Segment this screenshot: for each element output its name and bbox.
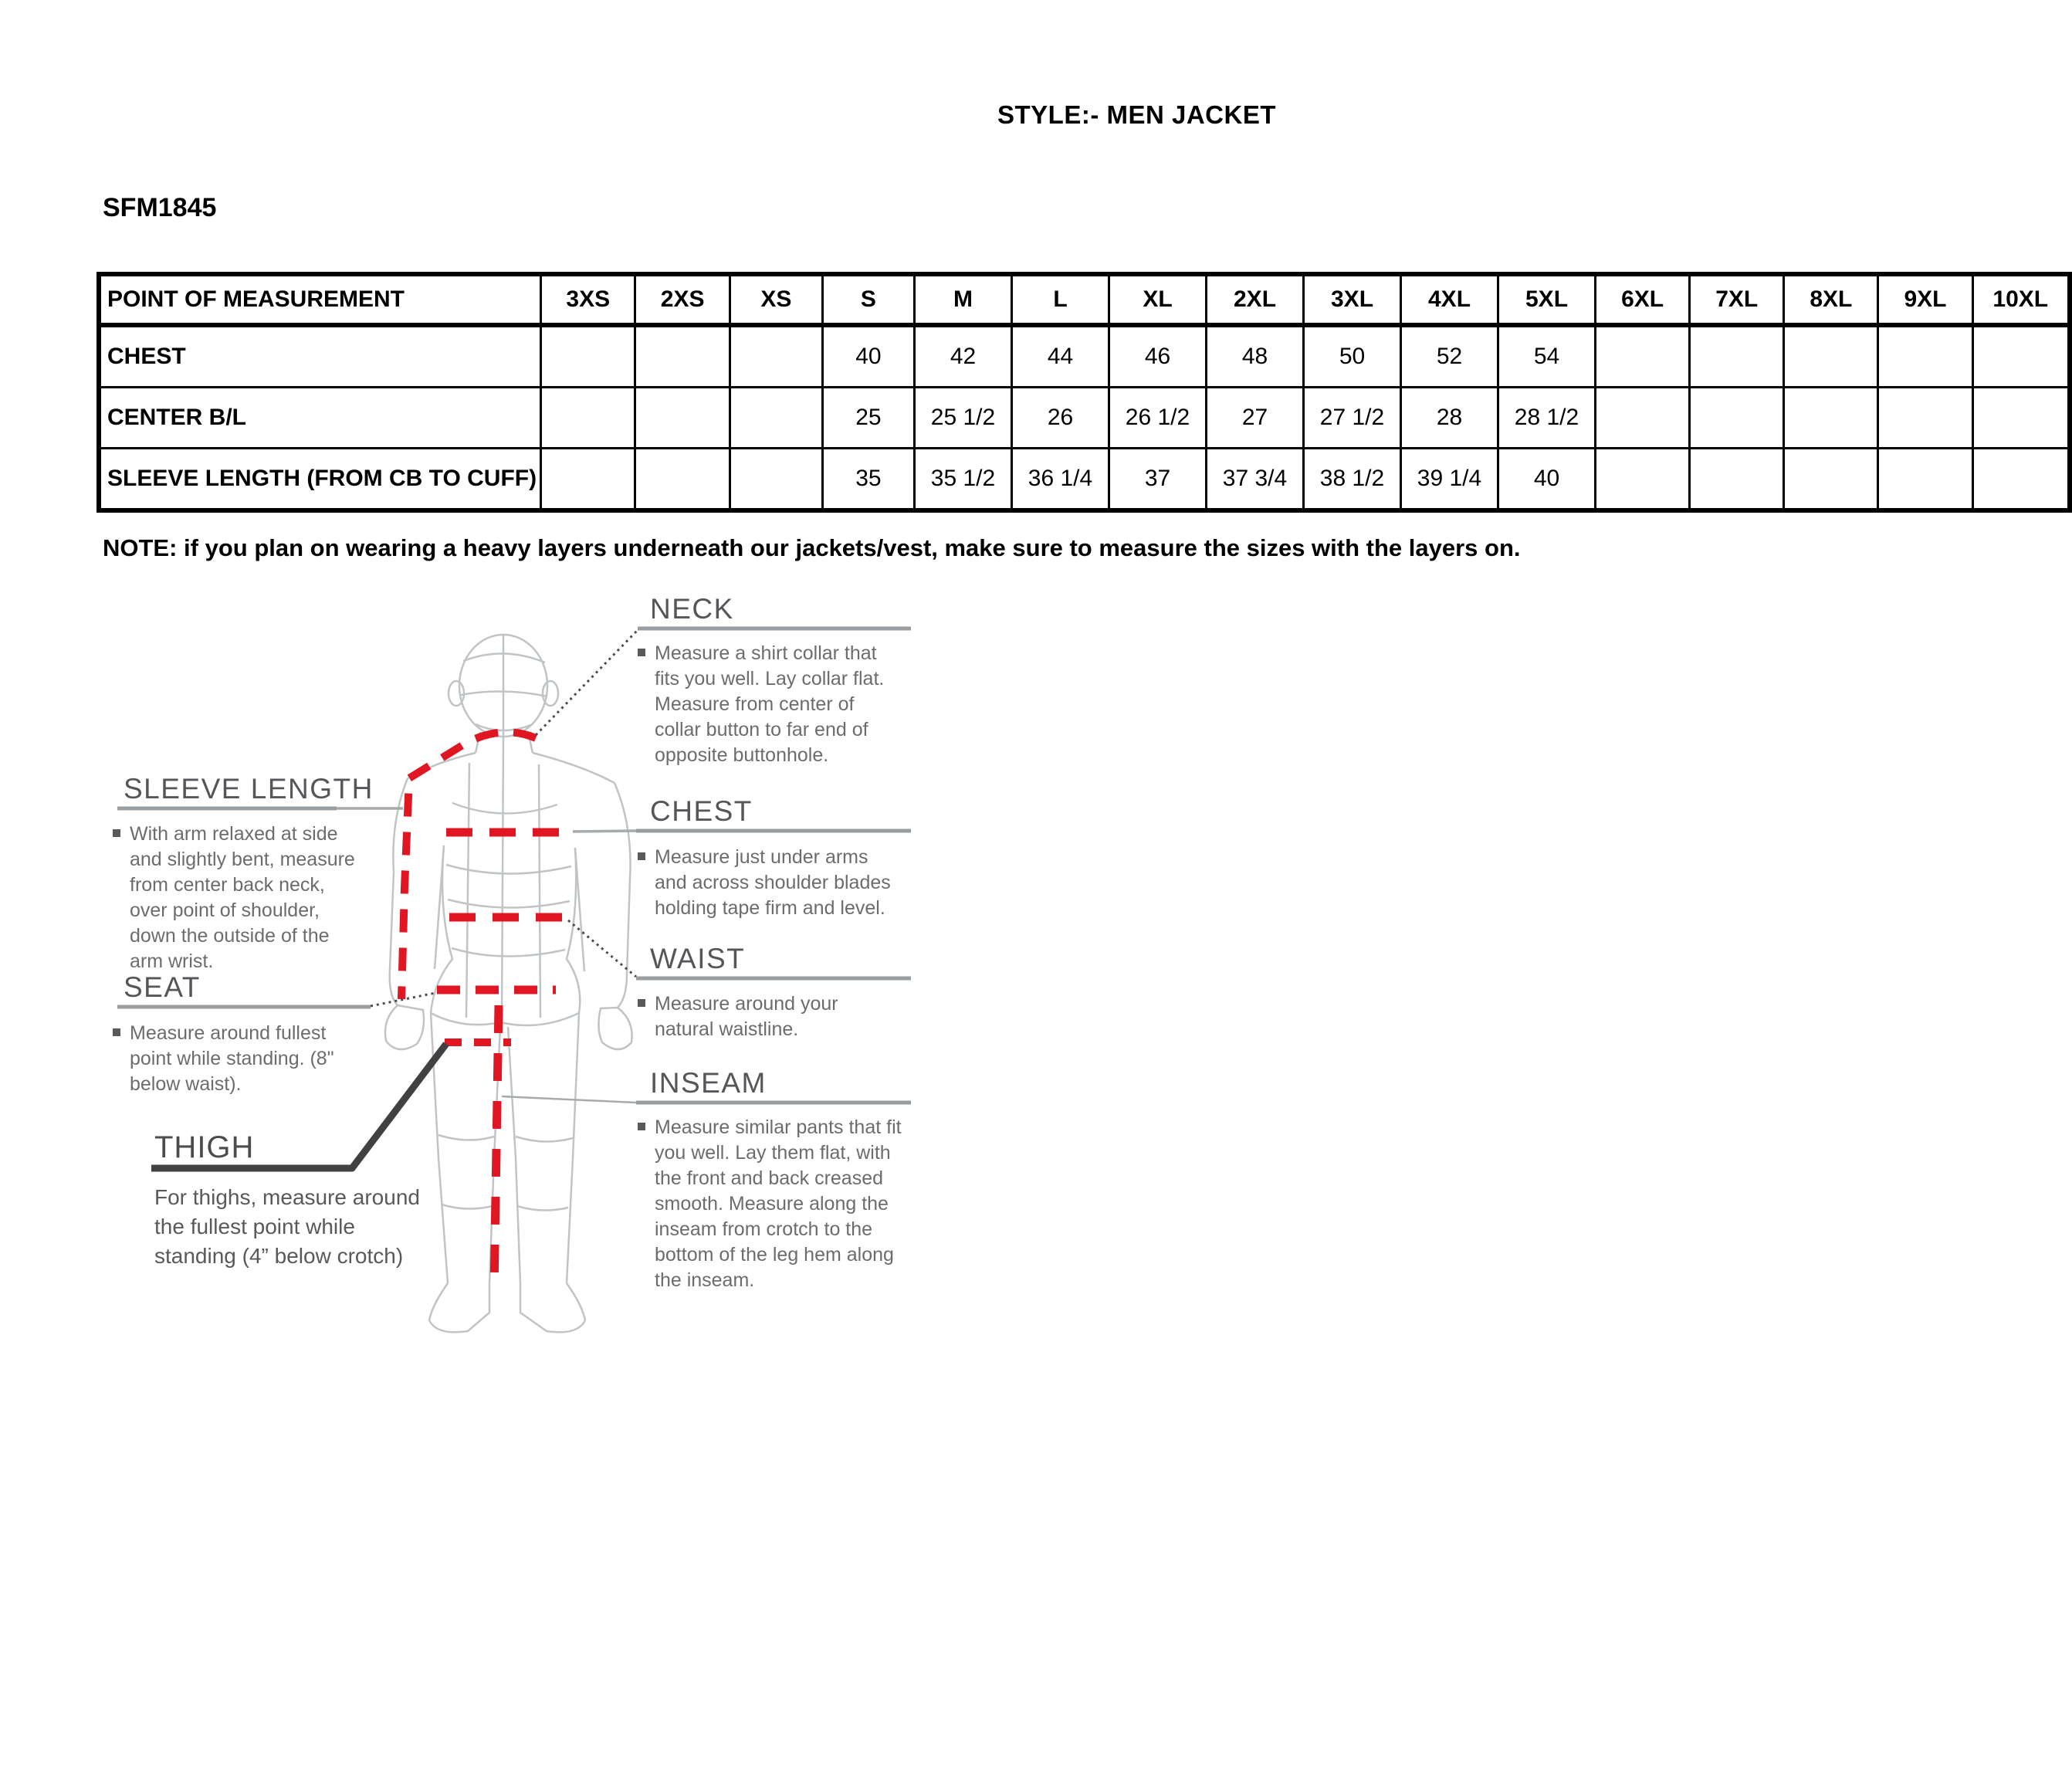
note-text: NOTE: if you plan on wearing a heavy layers underneath our jackets/vest, make sure to measure the sizes with the layers on. [103, 534, 1521, 561]
size-column-header: 4XL [1401, 274, 1498, 325]
measurement-row-label: SLEEVE LENGTH (FROM CB TO CUFF) [99, 449, 541, 511]
size-value-cell: 36 1/4 [1012, 449, 1109, 511]
size-column-header: XL [1109, 274, 1207, 325]
size-value-cell: 28 1/2 [1498, 388, 1596, 449]
measurement-row-label: CENTER B/L [99, 388, 541, 449]
size-value-cell: 38 1/2 [1304, 449, 1401, 511]
chest-section-text: Measure just under arms and across shoulder blades holding tape firm and level. [638, 845, 905, 921]
size-value-cell: 39 1/4 [1401, 449, 1498, 511]
chest-section-heading: CHEST [650, 795, 753, 827]
size-value-cell: 25 [822, 388, 914, 449]
seat-section-heading: SEAT [124, 971, 201, 1003]
size-value-cell: 27 [1207, 388, 1304, 449]
page-title: STYLE:- MEN JACKET [997, 100, 1277, 129]
size-column-header: 3XS [541, 274, 635, 325]
size-column-header: 2XL [1207, 274, 1304, 325]
neck-section-text: Measure a shirt collar that fits you well. Lay collar flat. Measure from center of collar button to far end of opposite buttonhole. [638, 641, 905, 768]
neck-pointer-line [536, 630, 638, 735]
size-value-cell: 27 1/2 [1304, 388, 1401, 449]
size-value-cell: 26 [1012, 388, 1109, 449]
size-column-header: 10XL [1972, 274, 2070, 325]
size-value-cell: 25 1/2 [915, 388, 1012, 449]
sleeve-length-section-text: With arm relaxed at side and slightly bent, measure from center back neck, over point of shoulder, down the outside of the arm wrist. [113, 822, 367, 974]
neck-section-heading: NECK [650, 593, 734, 625]
waist-section-heading: WAIST [650, 943, 746, 974]
point-of-measurement-header: POINT OF MEASUREMENT [99, 274, 541, 325]
size-column-header: 8XL [1784, 274, 1878, 325]
size-value-cell: 35 1/2 [915, 449, 1012, 511]
size-value-cell: 37 3/4 [1207, 449, 1304, 511]
size-value-cell: 54 [1498, 325, 1596, 388]
inseam-section-heading: INSEAM [650, 1067, 767, 1099]
size-value-cell: 50 [1304, 325, 1401, 388]
bullet-square-icon [638, 649, 645, 656]
waist-section-text: Measure around your natural waistline. [638, 991, 900, 1042]
size-column-header: M [915, 274, 1012, 325]
size-column-header: 6XL [1596, 274, 1690, 325]
size-column-header: 5XL [1498, 274, 1596, 325]
size-column-header: 7XL [1690, 274, 1784, 325]
size-column-header: XS [730, 274, 822, 325]
thigh-section-heading: THIGH [154, 1130, 255, 1164]
bullet-square-icon [638, 999, 645, 1007]
size-value-cell: 46 [1109, 325, 1207, 388]
sleeve-length-section-heading: SLEEVE LENGTH [124, 773, 374, 805]
size-value-cell: 42 [915, 325, 1012, 388]
bullet-square-icon [638, 1123, 645, 1130]
size-column-header: 3XL [1304, 274, 1401, 325]
inseam-section-text: Measure similar pants that fit you well. Lay them flat, with the front and back creased smooth. Measure along the inseam from crotch to the bottom of the leg hem along the inseam. [638, 1115, 909, 1293]
size-value-cell: 48 [1207, 325, 1304, 388]
size-value-cell: 35 [822, 449, 914, 511]
size-column-header: 9XL [1878, 274, 1972, 325]
size-value-cell: 40 [1498, 449, 1596, 511]
bullet-square-icon [113, 1028, 120, 1036]
size-value-cell: 26 1/2 [1109, 388, 1207, 449]
waist-pointer-line [568, 920, 636, 977]
size-value-cell: 40 [822, 325, 914, 388]
bullet-square-icon [638, 852, 645, 860]
measurement-row-label: CHEST [99, 325, 541, 388]
style-code: SFM1845 [103, 193, 217, 222]
bullet-square-icon [113, 829, 120, 837]
chest-pointer-line [573, 831, 636, 832]
size-column-header: 2XS [635, 274, 730, 325]
seat-section-text: Measure around fullest point while standing. (8" below waist). [113, 1021, 344, 1097]
size-value-cell: 37 [1109, 449, 1207, 511]
inseam-pointer-line [502, 1096, 636, 1103]
size-column-header: L [1012, 274, 1109, 325]
size-value-cell: 28 [1401, 388, 1498, 449]
size-value-cell: 52 [1401, 325, 1498, 388]
thigh-section-text: For thighs, measure around the fullest point while standing (4” below crotch) [154, 1185, 420, 1268]
size-value-cell: 44 [1012, 325, 1109, 388]
size-column-header: S [822, 274, 914, 325]
